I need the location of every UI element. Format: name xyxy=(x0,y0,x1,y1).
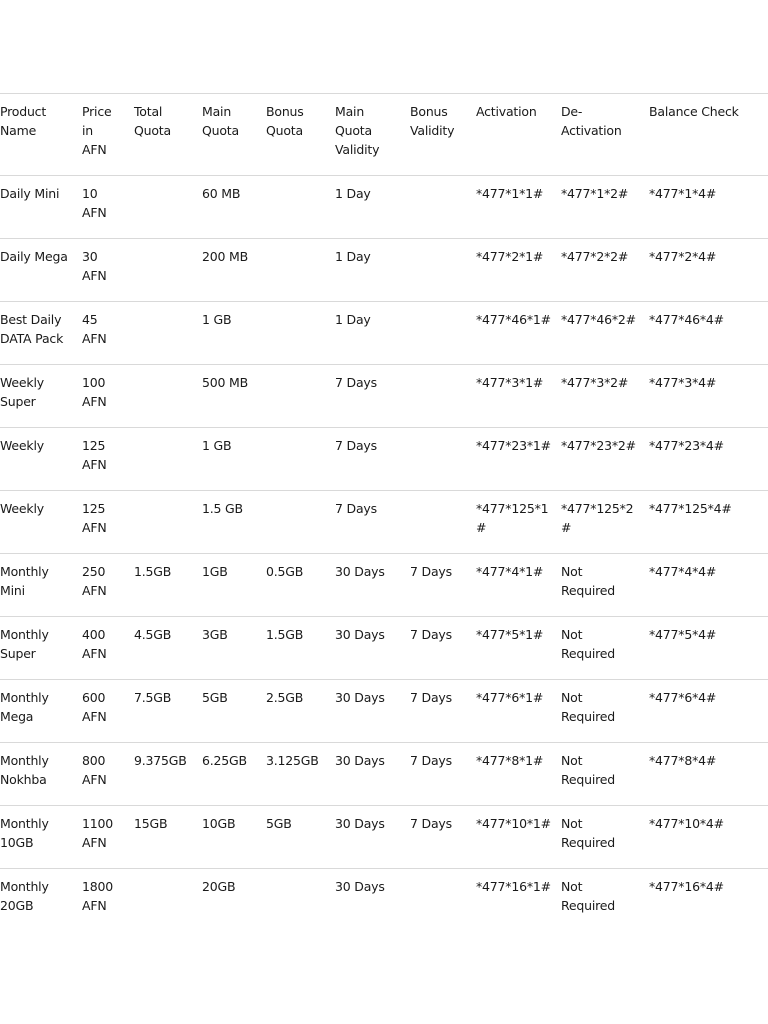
cell-main-quota: 10GB xyxy=(202,816,236,831)
cell-balance-check-code: *477*4*4# xyxy=(649,564,717,579)
cell-bonus-quota: 1.5GB xyxy=(266,627,304,642)
cell-main-quota-validity: 7 Days xyxy=(335,438,377,453)
header-main-quota: Main Quota xyxy=(202,104,239,138)
cell-deactivation-code: *477*46*2# xyxy=(561,312,636,327)
cell-total-quota: 7.5GB xyxy=(134,690,172,705)
cell-balance-check-code: *477*125*4# xyxy=(649,501,732,516)
cell-main-quota: 1GB xyxy=(202,564,228,579)
cell-balance-check-code: *477*6*4# xyxy=(649,690,717,705)
cell-balance-check-code: *477*2*4# xyxy=(649,249,717,264)
cell-main-quota: 500 MB xyxy=(202,375,248,390)
cell-activation-code: *477*8*1# xyxy=(476,753,544,768)
table-row xyxy=(0,868,768,931)
cell-activation-code: *477*23*1# xyxy=(476,438,551,453)
cell-bonus-quota: 3.125GB xyxy=(266,753,319,768)
cell-deactivation-code: *477*23*2# xyxy=(561,438,636,453)
table-row xyxy=(0,616,768,679)
cell-deactivation-code: Not Required xyxy=(561,627,616,661)
cell-total-quota: 1.5GB xyxy=(134,564,172,579)
header-bonus-quota: Bonus Quota xyxy=(266,104,304,138)
cell-main-quota-validity: 7 Days xyxy=(335,375,377,390)
cell-deactivation-code: *477*2*2# xyxy=(561,249,629,264)
cell-activation-code: *477*46*1# xyxy=(476,312,551,327)
cell-price: 45 AFN xyxy=(82,312,107,346)
cell-price: 1100 AFN xyxy=(82,816,114,850)
cell-bonus-validity: 7 Days xyxy=(410,816,452,831)
cell-balance-check-code: *477*1*4# xyxy=(649,186,717,201)
cell-product-name: Monthly Super xyxy=(0,627,49,661)
cell-total-quota: 15GB xyxy=(134,816,168,831)
cell-bonus-validity: 7 Days xyxy=(410,753,452,768)
cell-main-quota-validity: 1 Day xyxy=(335,312,371,327)
cell-deactivation-code: *477*1*2# xyxy=(561,186,629,201)
cell-product-name: Best Daily DATA Pack xyxy=(0,312,64,346)
cell-activation-code: *477*10*1# xyxy=(476,816,551,831)
cell-activation-code: *477*1*1# xyxy=(476,186,544,201)
cell-activation-code: *477*125*1 # xyxy=(476,501,549,535)
cell-activation-code: *477*3*1# xyxy=(476,375,544,390)
cell-product-name: Daily Mega xyxy=(0,249,68,264)
cell-price: 600 AFN xyxy=(82,690,107,724)
cell-product-name: Monthly Mini xyxy=(0,564,49,598)
cell-main-quota: 20GB xyxy=(202,879,236,894)
cell-price: 100 AFN xyxy=(82,375,107,409)
cell-product-name: Weekly Super xyxy=(0,375,44,409)
cell-main-quota-validity: 30 Days xyxy=(335,627,385,642)
cell-product-name: Weekly xyxy=(0,501,44,516)
cell-main-quota-validity: 30 Days xyxy=(335,753,385,768)
cell-price: 125 AFN xyxy=(82,501,107,535)
cell-main-quota: 60 MB xyxy=(202,186,241,201)
cell-main-quota-validity: 30 Days xyxy=(335,690,385,705)
cell-deactivation-code: *477*3*2# xyxy=(561,375,629,390)
cell-activation-code: *477*16*1# xyxy=(476,879,551,894)
cell-main-quota: 5GB xyxy=(202,690,228,705)
table-row xyxy=(0,553,768,616)
table-row xyxy=(0,742,768,805)
cell-product-name: Daily Mini xyxy=(0,186,60,201)
table-row xyxy=(0,175,768,238)
cell-balance-check-code: *477*16*4# xyxy=(649,879,724,894)
cell-product-name: Monthly 10GB xyxy=(0,816,49,850)
table-row xyxy=(0,490,768,553)
cell-main-quota: 1 GB xyxy=(202,312,232,327)
cell-balance-check-code: *477*8*4# xyxy=(649,753,717,768)
cell-balance-check-code: *477*5*4# xyxy=(649,627,717,642)
table-row xyxy=(0,364,768,427)
cell-deactivation-code: Not Required xyxy=(561,753,616,787)
cell-total-quota: 9.375GB xyxy=(134,753,187,768)
cell-main-quota-validity: 1 Day xyxy=(335,249,371,264)
cell-activation-code: *477*5*1# xyxy=(476,627,544,642)
cell-balance-check-code: *477*10*4# xyxy=(649,816,724,831)
header-product-name: Product Name xyxy=(0,104,47,138)
cell-price: 30 AFN xyxy=(82,249,107,283)
header-activation: Activation xyxy=(476,104,537,119)
cell-bonus-quota: 5GB xyxy=(266,816,292,831)
cell-deactivation-code: Not Required xyxy=(561,816,616,850)
cell-price: 800 AFN xyxy=(82,753,107,787)
cell-product-name: Monthly 20GB xyxy=(0,879,49,913)
cell-price: 400 AFN xyxy=(82,627,107,661)
cell-activation-code: *477*4*1# xyxy=(476,564,544,579)
cell-balance-check-code: *477*46*4# xyxy=(649,312,724,327)
cell-main-quota-validity: 7 Days xyxy=(335,501,377,516)
cell-deactivation-code: *477*125*2 # xyxy=(561,501,634,535)
header-balance-check: Balance Check xyxy=(649,104,739,119)
table-header-row xyxy=(0,93,768,175)
header-main-quota-validity: Main Quota Validity xyxy=(335,104,380,157)
cell-price: 125 AFN xyxy=(82,438,107,472)
header-total-quota: Total Quota xyxy=(134,104,171,138)
table-row xyxy=(0,301,768,364)
header-price: Price in AFN xyxy=(82,104,112,157)
cell-product-name: Monthly Mega xyxy=(0,690,49,724)
cell-total-quota: 4.5GB xyxy=(134,627,172,642)
cell-main-quota: 1 GB xyxy=(202,438,232,453)
table-row xyxy=(0,238,768,301)
cell-activation-code: *477*6*1# xyxy=(476,690,544,705)
cell-price: 250 AFN xyxy=(82,564,107,598)
cell-main-quota: 3GB xyxy=(202,627,228,642)
cell-bonus-validity: 7 Days xyxy=(410,627,452,642)
cell-price: 1800 AFN xyxy=(82,879,114,913)
cell-activation-code: *477*2*1# xyxy=(476,249,544,264)
table-row xyxy=(0,805,768,868)
cell-deactivation-code: Not Required xyxy=(561,879,616,913)
cell-price: 10 AFN xyxy=(82,186,107,220)
cell-main-quota-validity: 1 Day xyxy=(335,186,371,201)
data-packages-table xyxy=(0,93,768,931)
cell-bonus-quota: 0.5GB xyxy=(266,564,304,579)
cell-product-name: Weekly xyxy=(0,438,44,453)
cell-product-name: Monthly Nokhba xyxy=(0,753,49,787)
cell-bonus-validity: 7 Days xyxy=(410,690,452,705)
cell-main-quota: 6.25GB xyxy=(202,753,247,768)
header-deactivation: De- Activation xyxy=(561,104,622,138)
cell-bonus-validity: 7 Days xyxy=(410,564,452,579)
cell-main-quota-validity: 30 Days xyxy=(335,816,385,831)
cell-main-quota-validity: 30 Days xyxy=(335,564,385,579)
table-row xyxy=(0,427,768,490)
cell-main-quota: 200 MB xyxy=(202,249,248,264)
cell-main-quota: 1.5 GB xyxy=(202,501,243,516)
cell-deactivation-code: Not Required xyxy=(561,690,616,724)
table-row xyxy=(0,679,768,742)
cell-main-quota-validity: 30 Days xyxy=(335,879,385,894)
cell-deactivation-code: Not Required xyxy=(561,564,616,598)
cell-bonus-quota: 2.5GB xyxy=(266,690,304,705)
header-bonus-validity: Bonus Validity xyxy=(410,104,455,138)
cell-balance-check-code: *477*23*4# xyxy=(649,438,724,453)
cell-balance-check-code: *477*3*4# xyxy=(649,375,717,390)
